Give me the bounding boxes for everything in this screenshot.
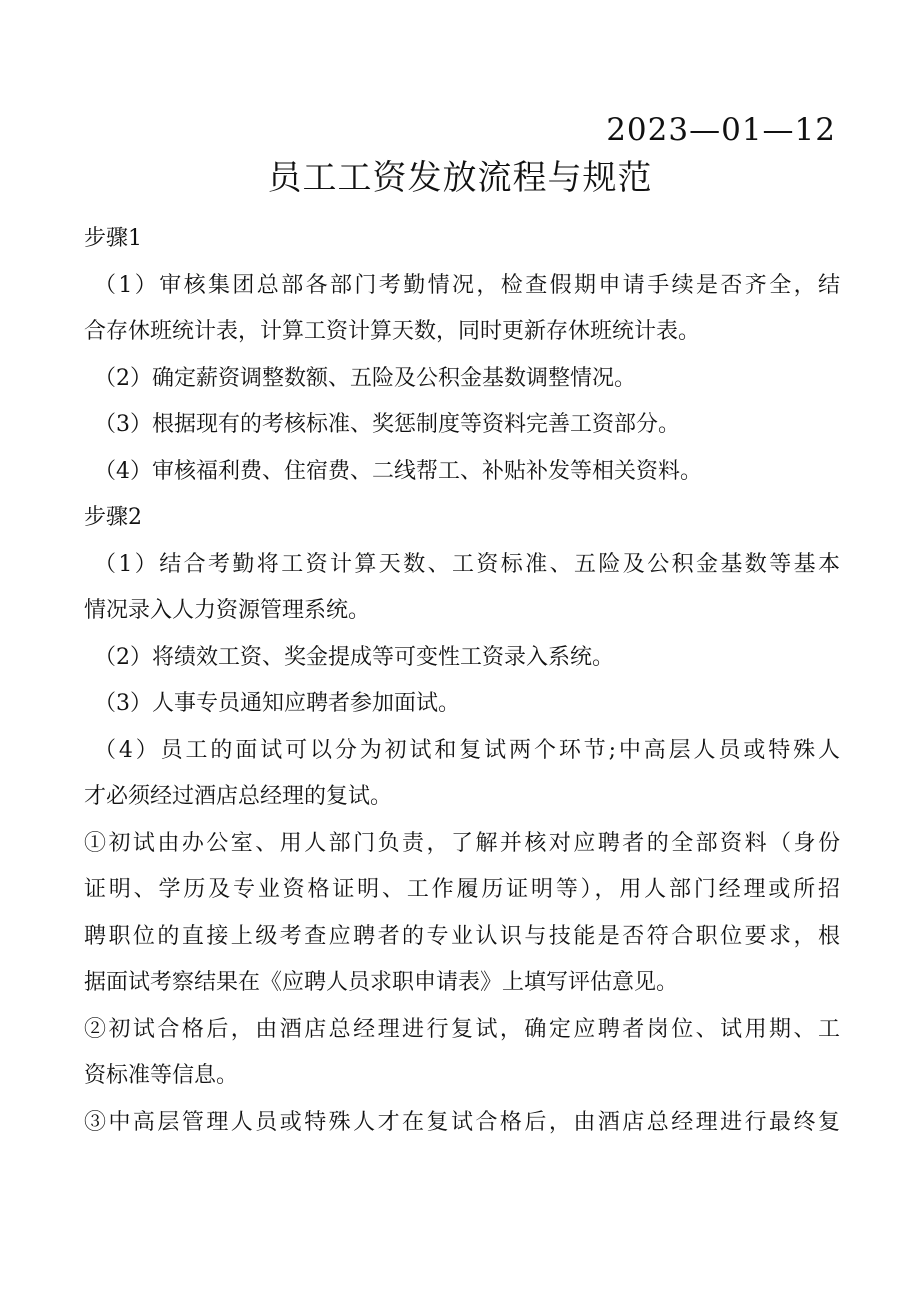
step1-heading: 步骤1 [84, 226, 142, 251]
step2-item3: （3）人事专员通知应聘者参加面试。 [94, 691, 460, 716]
step1-item2: （2）确定薪资调整数额、五险及公积金基数调整情况。 [94, 365, 636, 391]
step2-item2: （2）将绩效工资、奖金提成等可变性工资录入系统。 [94, 644, 614, 670]
step2-heading: 步骤2 [84, 505, 142, 530]
step1-item3: （3）根据现有的考核标准、奖惩制度等资料完善工资部分。 [94, 412, 680, 437]
sub-item1-line3: 聘职位的直接上级考查应聘者的专业认识与技能是否符合职位要求，根 [84, 923, 840, 949]
step2-item4-line1: （4）员工的面试可以分为初试和复试两个环节;中高层人员或特殊人 [94, 737, 840, 763]
document-date: 2023—01—12 [606, 112, 836, 148]
step1-item4: （4）审核福利费、住宿费、二线帮工、补贴补发等相关资料。 [94, 458, 702, 484]
sub-item2-line2: 资标准等信息。 [84, 1063, 239, 1088]
step1-item1-line2: 合存休班统计表，计算工资计算天数，同时更新存休班统计表。 [84, 319, 701, 344]
sub-item1-line2: 证明、学历及专业资格证明、工作履历证明等），用人部门经理或所招 [84, 877, 840, 902]
step2-item1-line2: 情况录入人力资源管理系统。 [84, 598, 371, 623]
sub-item1-line4: 据面试考察结果在《应聘人员求职申请表》上填写评估意见。 [84, 970, 679, 995]
document-body [84, 216, 840, 1146]
sub-item3-line1: ③中高层管理人员或特殊人才在复试合格后，由酒店总经理进行最终复 [84, 1109, 840, 1135]
sub-item1-line1: ①初试由办公室、用人部门负责，了解并核对应聘者的全部资料（身份 [84, 830, 840, 856]
document-title: 员工工资发放流程与规范 [267, 158, 653, 198]
step2-item4-line2: 才必须经过酒店总经理的复试。 [84, 784, 393, 809]
step1-item1-line1: （1）审核集团总部各部门考勤情况，检查假期申请手续是否齐全，结 [94, 272, 840, 298]
step2-item1-line1: （1）结合考勤将工资计算天数、工资标准、五险及公积金基数等基本 [94, 551, 840, 577]
sub-item2-line1: ②初试合格后，由酒店总经理进行复试，确定应聘者岗位、试用期、工 [84, 1016, 840, 1042]
